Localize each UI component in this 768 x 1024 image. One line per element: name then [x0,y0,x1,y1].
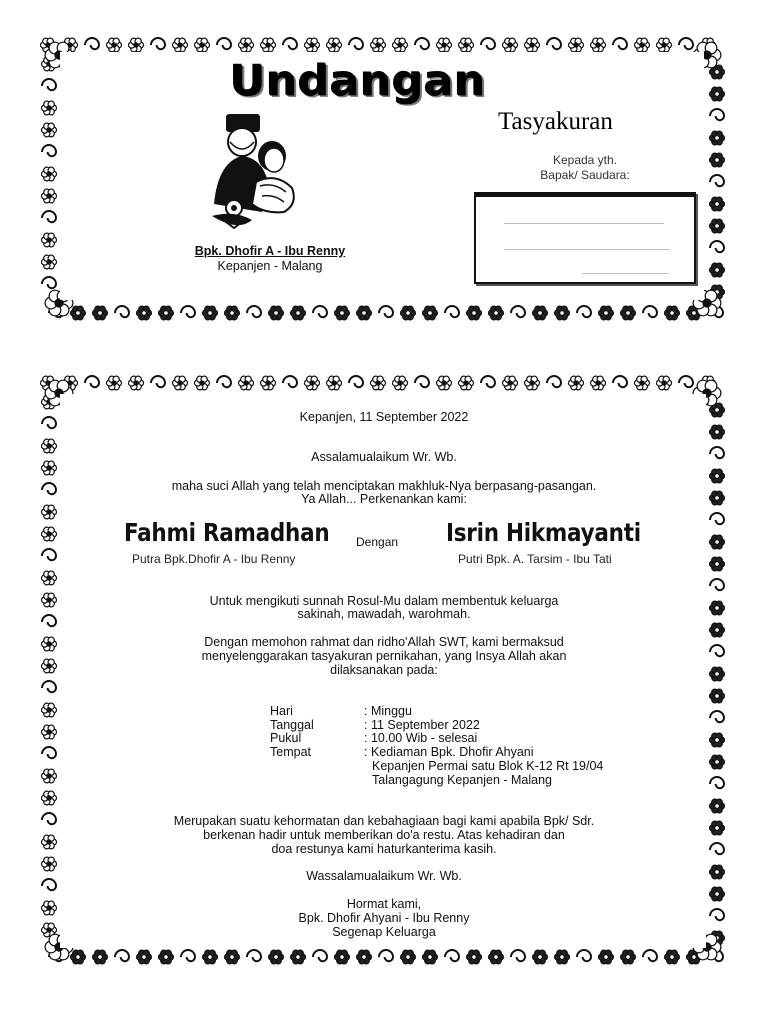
flower-ornament [569,38,584,52]
flower-ornament [107,376,122,390]
swirl-ornament [511,950,525,961]
purpose-line-1: Untuk mengikuti sunnah Rosul-Mu dalam membentuk keluarga [209,594,559,608]
closing-line-2: berkenan hadir untuk memberikan do'a restu. Atas kehadiran dan [203,828,565,842]
recipient-heading-line2: Bapak/ Saudara: [540,168,630,182]
flower-ornament [467,950,482,964]
flower-ornament [269,306,284,320]
swirl-ornament [710,109,724,120]
flower-ornament [665,950,680,964]
detail-date-value: : 11 September 2022 [364,718,480,732]
flower-ornament [93,306,108,320]
swirl-ornament [643,306,657,317]
swirl-ornament [577,306,591,317]
swirl-ornament [313,306,327,317]
flower-ornament [599,950,614,964]
swirl-ornament [247,950,261,961]
flower-ornament [42,167,57,181]
flower-ornament [173,38,188,52]
swirl-ornament [710,513,724,524]
closing-line-3: doa restunya kami haturkanterima kasih. [271,842,497,856]
swirl-ornament [547,376,561,387]
flower-ornament [129,376,144,390]
invitation-title: Undangan [230,57,487,106]
swirl-ornament [613,38,627,49]
host-info [150,244,390,274]
swirl-ornament [415,38,429,49]
swirl-ornament [181,950,195,961]
flower-ornament [225,950,240,964]
farewell: Wassalamualaikum Wr. Wb. [306,869,462,883]
flower-ornament [710,425,725,439]
swirl-ornament [613,376,627,387]
swirl-ornament [181,306,195,317]
flower-ornament [203,950,218,964]
swirl-ornament [445,950,459,961]
flower-ornament [42,123,57,137]
swirl-ornament [217,376,231,387]
swirl-ornament [710,175,724,186]
flower-ornament [710,755,725,769]
flower-ornament [591,38,606,52]
flower-ornament [291,306,306,320]
detail-place-value-3: Talangagung Kepanjen - Malang [372,773,552,787]
flower-ornament [93,950,108,964]
flower-ornament [710,131,725,145]
swirl-ornament [115,306,129,317]
detail-day-label: Hari [270,704,293,718]
invitation-subtitle: Tasyakuran [498,108,613,135]
flower-ornament [467,306,482,320]
flower-ornament [635,376,650,390]
flower-ornament [621,950,636,964]
flower-ornament [665,306,680,320]
flower-ornament [710,87,725,101]
letter-date: Kepanjen, 11 September 2022 [299,410,469,424]
intent-line-3: dilaksanakan pada: [330,663,438,677]
flower-ornament [621,306,636,320]
swirl-ornament [710,711,724,722]
flower-ornament [710,557,725,571]
swirl-ornament [247,306,261,317]
opening-line-2: Ya Allah... Perkenankan kami: [301,492,467,506]
flower-ornament [159,950,174,964]
flower-ornament [195,38,210,52]
purpose-line-2: sakinah, mawadah, warohmah. [297,607,471,621]
flower-ornament [137,950,152,964]
swirl-ornament [547,38,561,49]
flower-ornament [42,505,57,519]
flower-ornament [401,306,416,320]
swirl-ornament [85,38,99,49]
swirl-ornament [151,376,165,387]
flower-ornament [710,689,725,703]
swirl-ornament [349,38,363,49]
swirl-ornament [511,306,525,317]
flower-ornament [569,376,584,390]
swirl-ornament [481,38,495,49]
flower-ornament [239,376,254,390]
detail-day-value: : Minggu [364,704,412,718]
flower-ornament [555,306,570,320]
flower-ornament [261,38,276,52]
detail-place-label: Tempat [270,745,311,759]
greeting: Assalamualaikum Wr. Wb. [311,450,457,464]
recipient-heading-line1: Kepada yth. [552,153,618,167]
signature-line-3: Segenap Keluarga [332,925,436,939]
address-line [504,223,664,224]
flower-ornament [42,255,57,269]
swirl-ornament [283,38,297,49]
flower-ornament [305,376,320,390]
recipient-heading [520,153,650,183]
opening-line-1: maha suci Allah yang telah menciptakan makhluk-Nya berpasang-pasangan. [171,479,597,493]
flower-ornament [710,799,725,813]
flower-ornament [423,306,438,320]
swirl-ornament [379,950,393,961]
flower-ornament [327,38,342,52]
flower-ornament [371,38,386,52]
groom-name: Fahmi Ramadhan [124,518,330,547]
swirl-ornament [85,376,99,387]
flower-ornament [525,38,540,52]
flower-ornament [129,38,144,52]
flower-ornament [225,306,240,320]
swirl-ornament [42,145,56,156]
recipient-address-box [474,192,696,284]
swirl-ornament [349,376,363,387]
flower-ornament [239,38,254,52]
flower-ornament [371,376,386,390]
flower-ornament [533,306,548,320]
flower-ornament [401,950,416,964]
address-line [504,249,670,250]
swirl-ornament [151,38,165,49]
swirl-ornament [42,747,56,758]
swirl-ornament [710,241,724,252]
flower-ornament [335,950,350,964]
bride-name: Isrin Hikmayanti [446,518,641,547]
flower-ornament [423,950,438,964]
swirl-ornament [679,376,693,387]
flower-ornament [503,376,518,390]
swirl-ornament [710,777,724,788]
flower-ornament [591,376,606,390]
swirl-ornament [379,306,393,317]
swirl-ornament [577,950,591,961]
flower-ornament [657,38,672,52]
flower-ornament [42,571,57,585]
flower-ornament [489,306,504,320]
detail-place-value-1: : Kediaman Bpk. Dhofir Ahyani [364,745,534,759]
flower-ornament [71,950,86,964]
swirl-ornament [42,79,56,90]
swirl-ornament [710,579,724,590]
flower-ornament [335,306,350,320]
swirl-ornament [679,38,693,49]
flower-ornament [291,950,306,964]
flower-ornament [42,791,57,805]
closing-line-1: Merupakan suatu kehormatan dan kebahagiaan bagi kami apabila Bpk/ Sdr. [173,814,595,828]
host-location: Kepanjen - Malang [217,259,323,273]
flower-ornament [173,376,188,390]
flower-ornament [71,306,86,320]
flower-ornament [357,306,372,320]
flower-ornament [555,950,570,964]
flower-ornament [710,263,725,277]
swirl-ornament [283,376,297,387]
swirl-ornament [42,277,56,288]
flower-ornament [635,38,650,52]
detail-time-label: Pukul [270,731,302,745]
flower-ornament [710,733,725,747]
flower-ornament [710,535,725,549]
flower-ornament [42,769,57,783]
swirl-ornament [415,376,429,387]
flower-ornament [42,101,57,115]
flower-ornament [327,376,342,390]
flower-ornament [42,189,57,203]
swirl-ornament [445,306,459,317]
flower-ornament [305,38,320,52]
flower-ornament [525,376,540,390]
detail-place-value-2: Kepanjen Permai satu Blok K-12 Rt 19/04 [372,759,604,773]
flower-ornament [710,219,725,233]
host-name: Bpk. Dhofir A - Ibu Renny [194,244,346,258]
flower-ornament [459,38,474,52]
signature-line-1: Hormat kami, [346,897,422,911]
flower-ornament [533,950,548,964]
flower-ornament [437,38,452,52]
flower-ornament [203,306,218,320]
flower-ornament [107,38,122,52]
flower-ornament [261,376,276,390]
flower-ornament [503,38,518,52]
flower-ornament [657,376,672,390]
swirl-ornament [643,950,657,961]
flower-ornament [489,950,504,964]
couple-icon [196,112,306,230]
groom-parents: Putra Bpk.Dhofir A - Ibu Renny [132,552,296,566]
flower-ornament [137,306,152,320]
flower-ornament [393,38,408,52]
flower-ornament [195,376,210,390]
intent-line-1: Dengan memohon rahmat dan ridho'Allah SWT, kami bermaksud [204,635,564,649]
flower-ornament [269,950,284,964]
swirl-ornament [313,950,327,961]
flower-ornament [159,306,174,320]
flower-ornament [42,725,57,739]
flower-ornament [459,376,474,390]
swirl-ornament [42,549,56,560]
swirl-ornament [42,681,56,692]
flower-ornament [42,233,57,247]
flower-ornament [710,153,725,167]
flower-ornament [710,197,725,211]
detail-date-label: Tanggal [270,718,314,732]
connector-text: Dengan [356,535,399,549]
flower-ornament [42,703,57,717]
bride-parents: Putri Bpk. A. Tarsim - Ibu Tati [458,552,612,566]
swirl-ornament [481,376,495,387]
swirl-ornament [115,950,129,961]
flower-ornament [393,376,408,390]
flower-ornament [42,527,57,541]
flower-ornament [437,376,452,390]
detail-time-value: : 10.00 Wib - selesai [364,731,478,745]
swirl-ornament [217,38,231,49]
swirl-ornament [42,211,56,222]
flower-ornament [357,950,372,964]
signature-line-2: Bpk. Dhofir Ahyani - Ibu Renny [298,911,470,925]
intent-line-2: menyelenggarakan tasyakuran pernikahan, yang Insya Allah akan [201,649,567,663]
flower-ornament [599,306,614,320]
address-line [582,273,668,274]
